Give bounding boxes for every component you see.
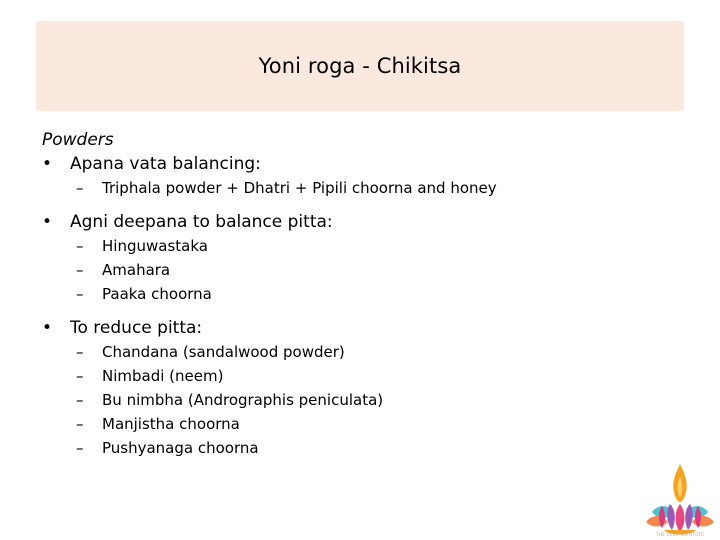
sub-item [42,340,682,364]
sub-item [42,282,682,306]
title-band [36,21,684,111]
dash-icon: – [76,415,84,433]
section-label: Powders [42,130,114,150]
sub-item-text: Pushyanaga choorna [102,439,259,457]
logo-caption: THE YOGA INSTITUTE [656,532,704,537]
sub-item [42,176,682,200]
dash-icon: – [76,285,84,303]
dash-icon: – [76,391,84,409]
sub-item [42,436,682,460]
sub-item-text: Amahara [102,261,171,279]
sub-item-text: Hinguwastaka [102,237,208,255]
bullet-text: Agni deepana to balance pitta: [70,212,333,232]
slide-content [42,128,682,462]
sub-item-text: Nimbadi (neem) [102,367,224,385]
bullet-dot-icon: • [42,318,53,338]
bullet-dot-icon: • [42,154,53,174]
sub-item-text: Paaka choorna [102,285,212,303]
bullet-agni-deepana [42,210,682,306]
sub-item [42,364,682,388]
dash-icon: – [76,367,84,385]
bullet-apana-vata [42,152,682,200]
sub-item-text: Manjistha choorna [102,415,240,433]
lamp-flame-mandala-icon [644,462,716,540]
dash-icon: – [76,237,84,255]
slide-title: Yoni roga - Chikitsa [258,54,462,78]
bullet-dot-icon: • [42,212,53,232]
sub-list [42,234,682,306]
bullet-reduce-pitta [42,316,682,460]
dash-icon: – [76,261,84,279]
bullet-item [42,152,682,176]
sub-list [42,176,682,200]
sub-item-text: Chandana (sandalwood powder) [102,343,345,361]
dash-icon: – [76,439,84,457]
dash-icon: – [76,179,84,197]
bullet-item [42,316,682,340]
sub-item [42,258,682,282]
sub-item-text: Triphala powder + Dhatri + Pipili choorna and honey [102,179,497,197]
bullet-text: Apana vata balancing: [70,154,261,174]
sub-item [42,388,682,412]
sub-item [42,412,682,436]
dash-icon: – [76,343,84,361]
sub-item-text: Bu nimbha (Andrographis peniculata) [102,391,384,409]
sub-list [42,340,682,460]
sub-item [42,234,682,258]
bullet-text: To reduce pitta: [70,318,203,338]
bullet-item [42,210,682,234]
